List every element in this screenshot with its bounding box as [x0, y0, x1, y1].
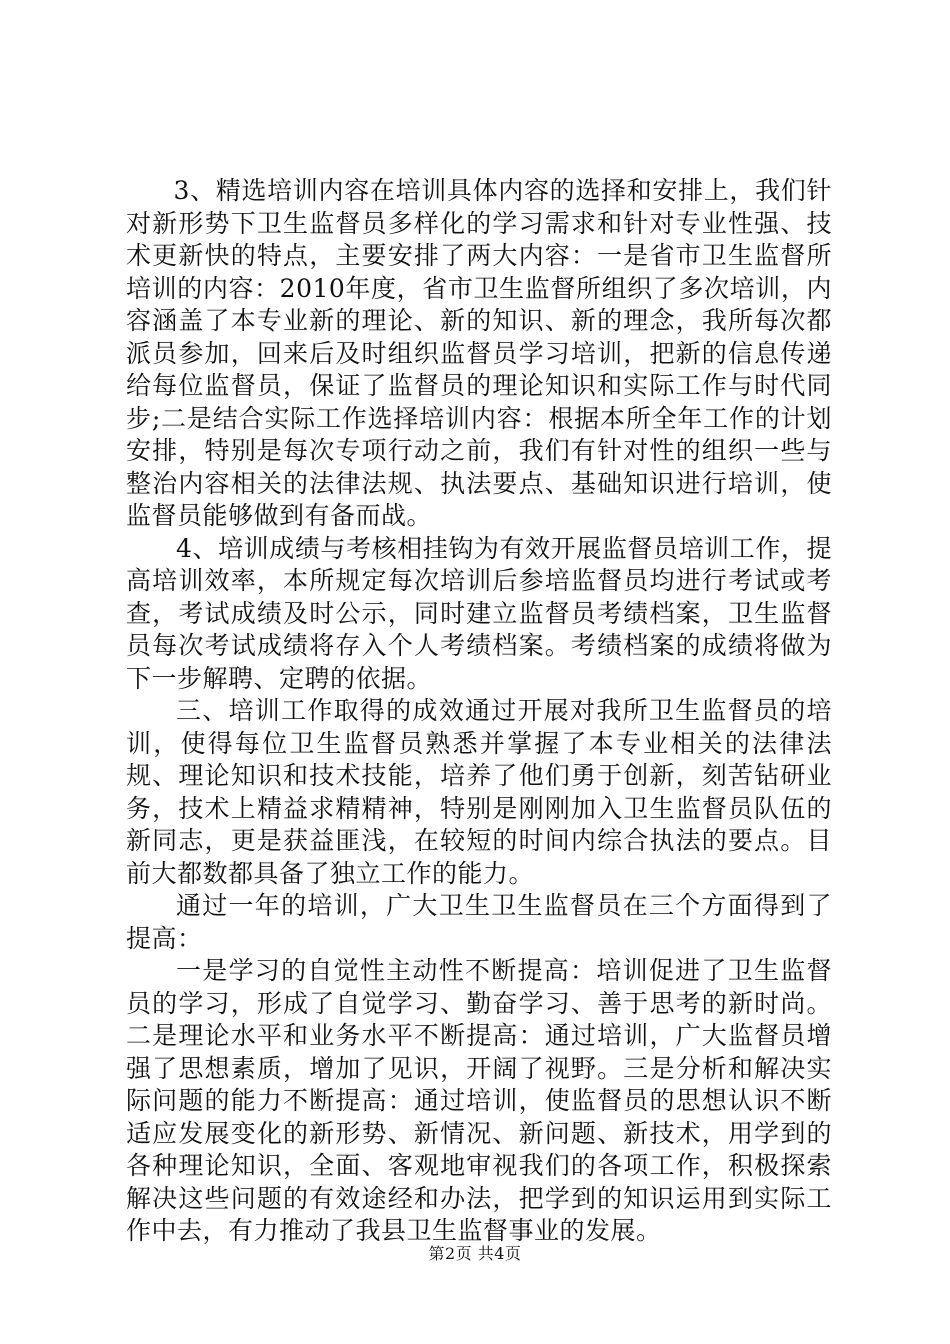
paragraph-training-content: 3、精选培训内容在培训具体内容的选择和安排上，我们针对新形势下卫生监督员多样化的学习需求和针对专业性强、技术更新快的特点，主要安排了两大内容：一是省市卫生监督所培训的内容：2010年度，省市卫生监督所组织了多次培训，内容涵盖了本专业新的理论、新的知识、新的理念，我所每次都派员参加，回来后及时组织监督员学习培训，把新的信息传递给每位监督员，保证了监督员的理论知识和实际工作与时代同步;二是结合实际工作选择培训内容：根据本所全年工作的计划安排，特别是每次专项行动之前，我们有针对性的组织一些与整治内容相关的法律法规、执法要点、基础知识进行培训，使监督员能够做到有备而战。	[126, 176, 832, 530]
paragraph-improvement-details: 一是学习的自觉性主动性不断提高：培训促进了卫生监督员的学习，形成了自觉学习、勤奋学习、善于思考的新时尚。二是理论水平和业务水平不断提高：通过培训，广大监督员增强了思想素质，增加了见识，开阔了视野。三是分析和解决实际问题的能力不断提高：通过培训，使监督员的思想认识不断适应发展变化的新形势、新情况、新问题、新技术，用学到的各种理论知识，全面、客观地审视我们的各项工作，积极探索解决这些问题的有效途经和办法，把学到的知识运用到实际工作中去，有力推动了我县卫生监督事业的发展。	[126, 956, 832, 1245]
paragraph-training-results: 三、培训工作取得的成效通过开展对我所卫生监督员的培训，使得每位卫生监督员熟悉并掌握了本专业相关的法律法规、理论知识和技术技能，培养了他们勇于创新，刻苦钻研业务，技术上精益求精精神，特别是刚刚加入卫生监督员队伍的新同志，更是获益匪浅，在较短的时间内综合执法的要点。目前大都数都具备了独立工作的能力。	[126, 696, 832, 888]
paragraph-training-assessment: 4、培训成绩与考核相挂钩为有效开展监督员培训工作，提高培训效率，本所规定每次培训后参培监督员均进行考试或考查，考试成绩及时公示，同时建立监督员考绩档案，卫生监督员每次考试成绩将存入个人考绩档案。考绩档案的成绩将做为下一步解聘、定聘的依据。	[126, 533, 832, 693]
paragraph-improvement-intro: 通过一年的培训，广大卫生卫生监督员在三个方面得到了提高：	[126, 891, 832, 953]
page-number-footer: 第2页 共4页	[428, 1244, 522, 1263]
document-body	[126, 175, 832, 1248]
